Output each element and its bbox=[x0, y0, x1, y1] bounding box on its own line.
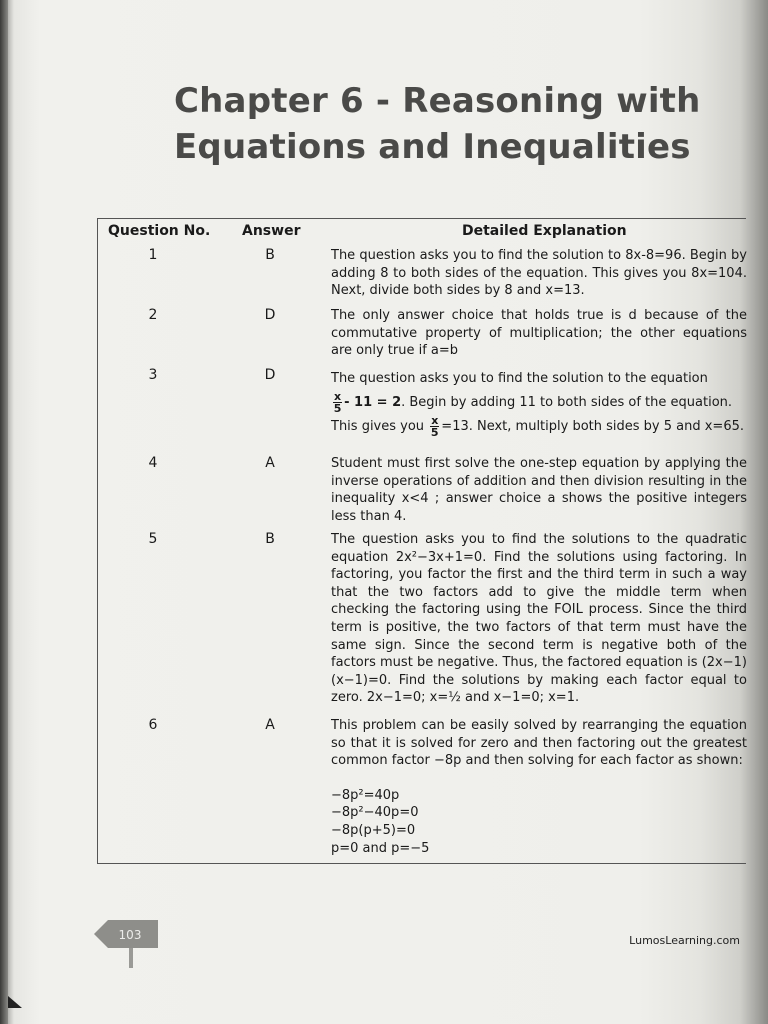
explanation-text: The question asks you to find the solutions to the quadratic equation 2x²−3x+1=0. Find the solutions using factoring. In factoring, you factor the first and the third term in such a way that the two factors add to give the middle term when checking the factoring using the FOIL process. Since the third term is positive, the two factors of that term must have the same sign. Since the second term is negative both of the factors must be negative. Thus, the factored equation is (2x−1)(x−1)=0. Find the solutions by making each factor equal to zero. 2x−1=0; x=½ and x−1=0; x=1. bbox=[331, 532, 747, 706]
explanation-line: The question asks you to find the solution to the equation bbox=[331, 371, 708, 386]
answer-letter: D bbox=[264, 307, 276, 323]
equation-step: −8p²−40p=0 bbox=[331, 805, 419, 821]
header-detailed-explanation: Detailed Explanation bbox=[462, 223, 627, 239]
explanation-text bbox=[331, 367, 747, 439]
header-question-no: Question No. bbox=[108, 223, 211, 239]
page-number: 103 bbox=[118, 928, 142, 942]
question-number: 5 bbox=[148, 531, 158, 547]
header-answer: Answer bbox=[242, 223, 301, 239]
explanation-text bbox=[331, 717, 747, 857]
question-number: 4 bbox=[148, 455, 158, 471]
explanation-text: Student must first solve the one-step equation by applying the inverse operations of addition and then division resulting in the inequality x<4 ; answer choice a shows the positive integers less than 4. bbox=[331, 456, 747, 524]
answer-letter: A bbox=[265, 717, 275, 733]
equation-step: −8p²=40p bbox=[331, 787, 400, 803]
answer-letter: B bbox=[265, 247, 275, 263]
question-number: 2 bbox=[148, 307, 158, 323]
explanation-line: $\frac{x}{5}$ - 11 = 2. Begin by adding 11 to both sides of the equation. bbox=[333, 390, 733, 415]
answer-letter: D bbox=[264, 367, 276, 383]
fraction-x-over-5: $\frac{x}{5}$ bbox=[333, 390, 342, 415]
chapter-title-line-1: Chapter 6 - Reasoning with bbox=[174, 81, 701, 121]
page-tag-post bbox=[129, 948, 133, 968]
explanation-line: This gives you $\frac{x}{5}$ =13. Next, multiply both sides by 5 and x=65. bbox=[331, 414, 745, 439]
page-number-tag bbox=[94, 918, 158, 950]
explanation-paragraph: This problem can be easily solved by rearranging the equation so that it is solved for zero and then factoring out the greatest common factor −8p and then solving for each factor as shown: bbox=[331, 718, 747, 769]
fraction-x-over-5: $\frac{x}{5}$ bbox=[430, 414, 439, 439]
equation-steps bbox=[331, 787, 747, 857]
equation-step: p=0 and p=−5 bbox=[331, 840, 430, 856]
question-number: 3 bbox=[148, 367, 158, 383]
chapter-title bbox=[174, 78, 734, 170]
equation-step: −8p(p+5)=0 bbox=[331, 822, 416, 838]
answer-letter: B bbox=[265, 531, 275, 547]
answer-table bbox=[97, 218, 746, 864]
explanation-text: The question asks you to find the solution to 8x-8=96. Begin by adding 8 to both sides of the equation. This gives you 8x=104. Next, divide both sides by 8 and x=13. bbox=[331, 248, 747, 299]
explanation-text: The only answer choice that holds true is d because of the commutative property of multiplication; the other equations are only true if a=b bbox=[331, 308, 747, 359]
corner-mark bbox=[8, 996, 22, 1008]
question-number: 6 bbox=[148, 717, 158, 733]
spine-shadow bbox=[0, 0, 8, 1024]
chapter-title-line-2: Equations and Inequalities bbox=[174, 127, 691, 167]
answer-letter: A bbox=[265, 455, 275, 471]
footer-site: LumosLearning.com bbox=[629, 934, 740, 947]
question-number: 1 bbox=[148, 247, 158, 263]
